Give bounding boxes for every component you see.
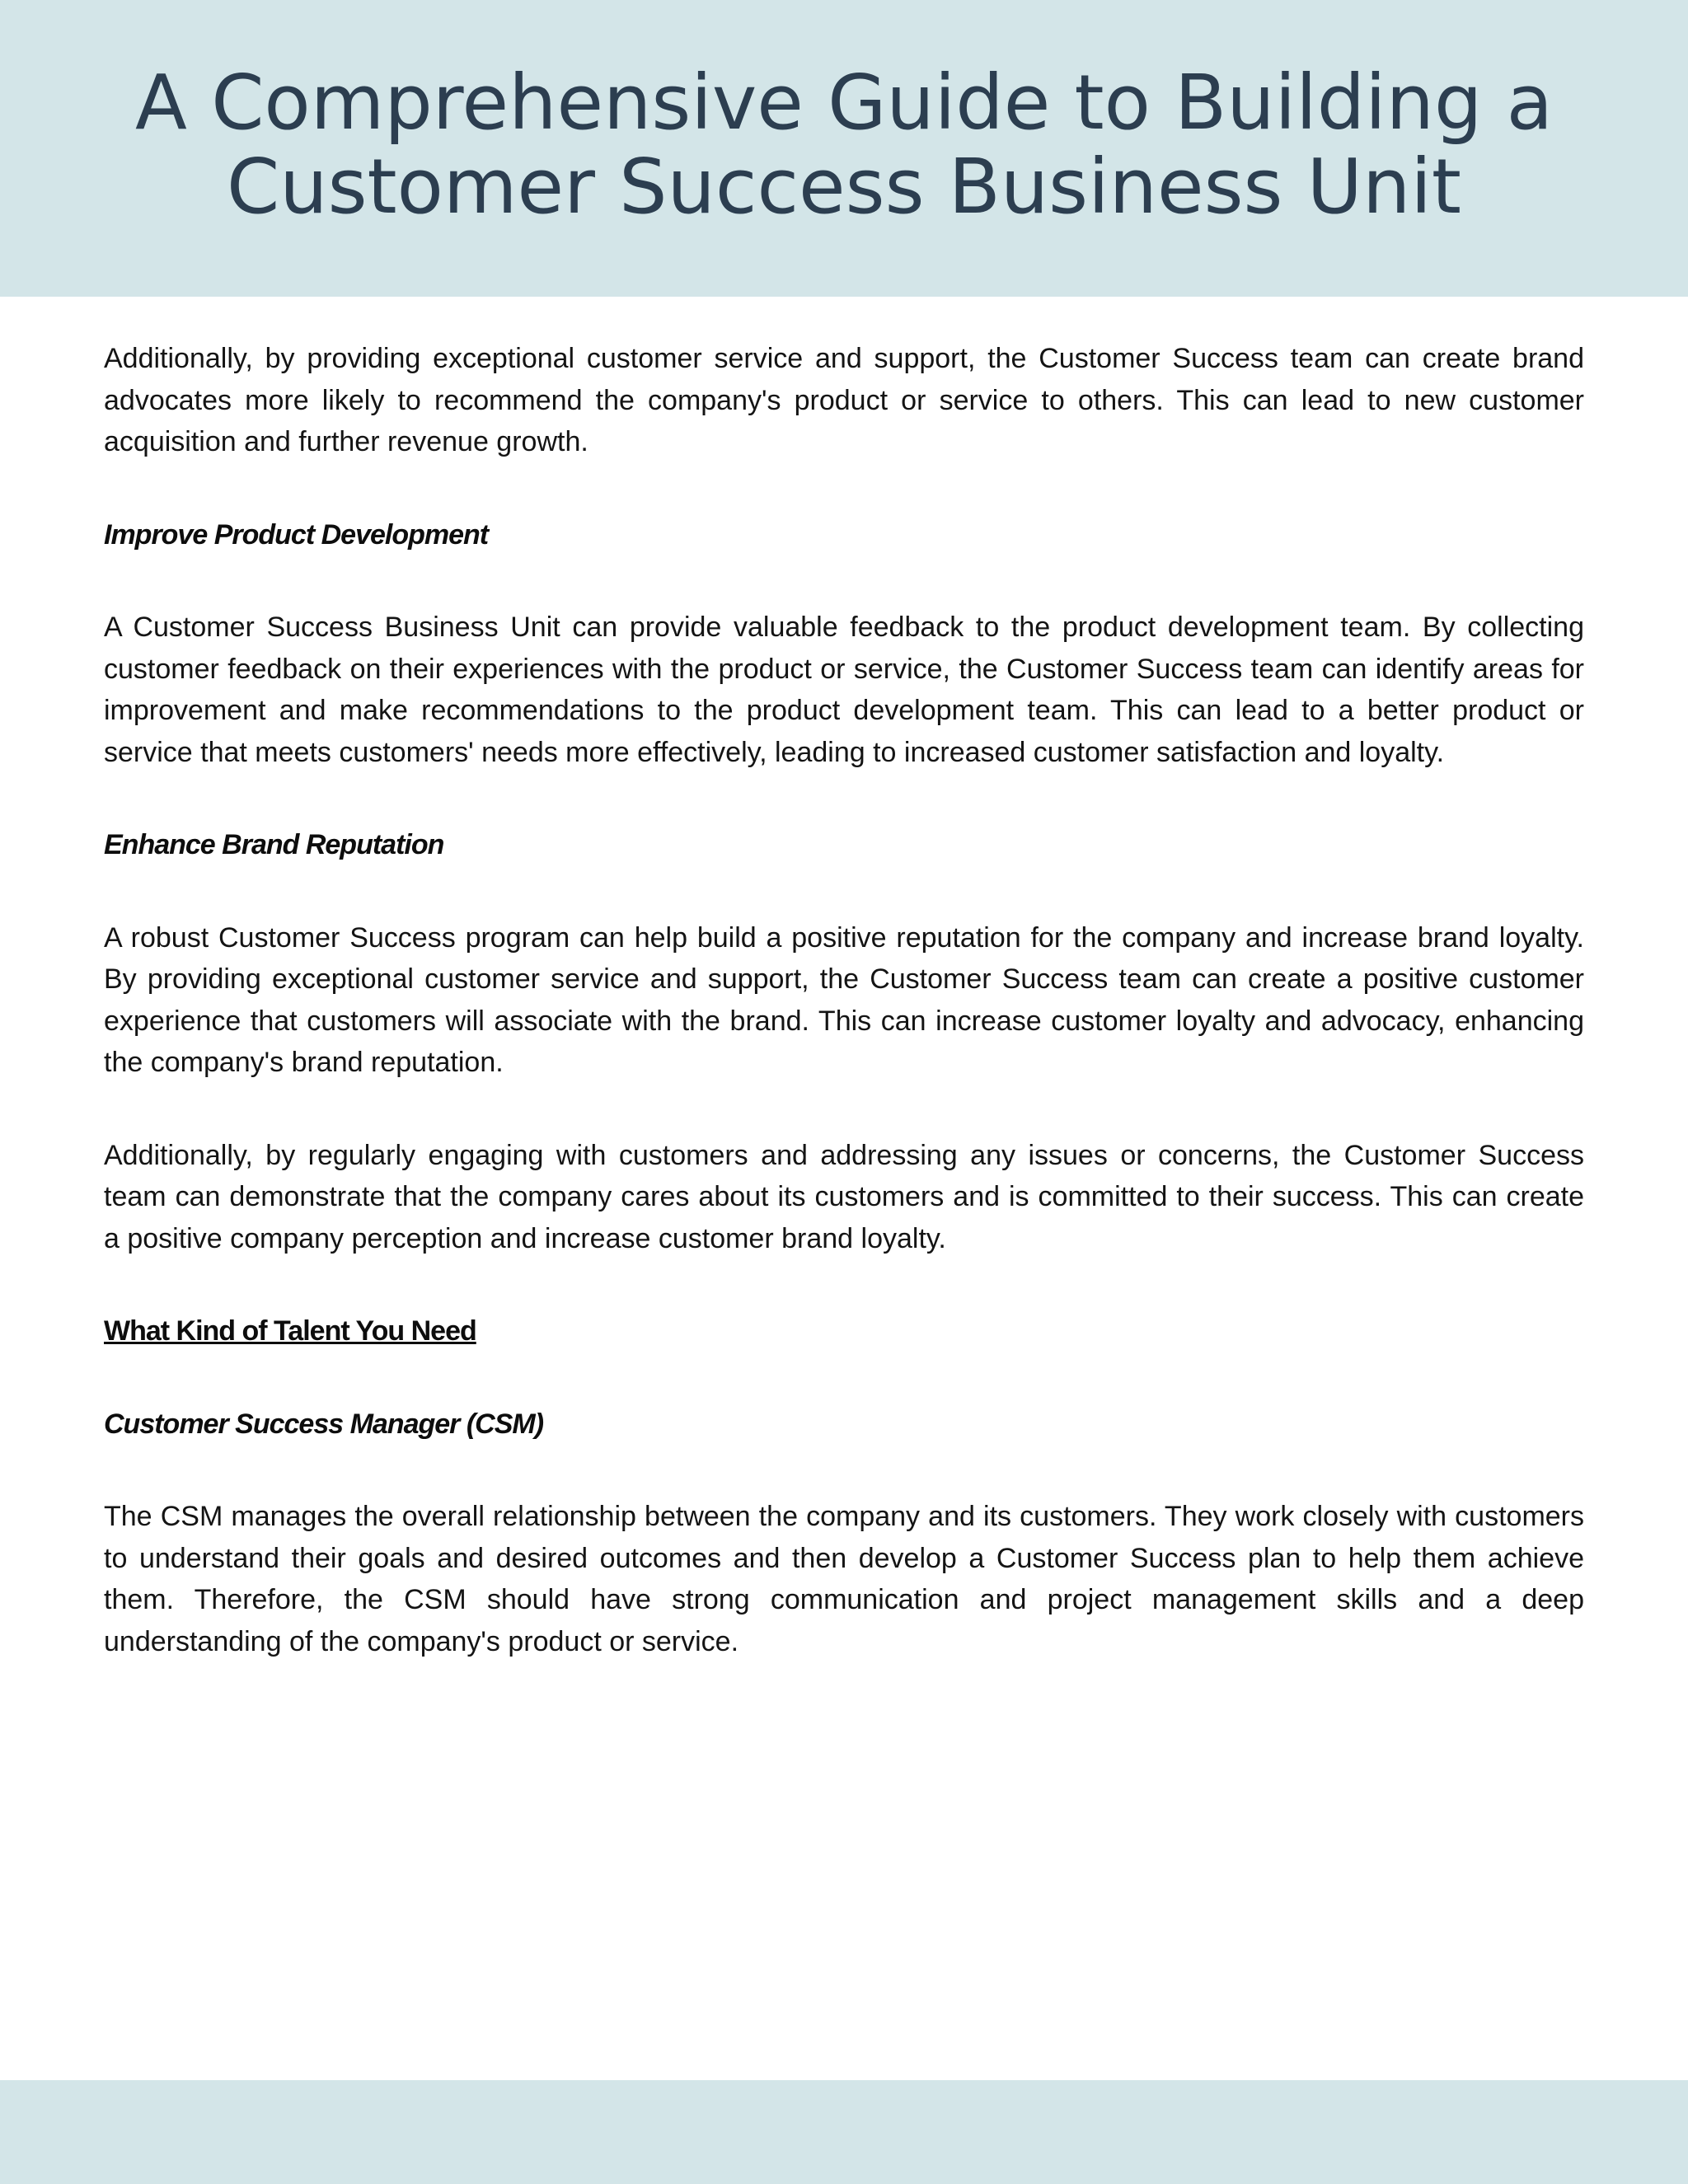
paragraph-product-feedback: A Customer Success Business Unit can provide valuable feedback to the product development team. By collecting customer feedback on their experiences with the product or service, the Customer Success team can identify areas for improvement and make recommendations to the product development team. This can lead to a better product or service that meets customers' needs more effectively, leading to increased customer satisfaction and loyalty. — [104, 612, 1584, 768]
paragraph-brand-loyalty: A robust Customer Success program can help build a positive reputation for the company and increase brand loyalty. By providing exceptional customer service and support, the Customer Success team can create a positive customer experience that customers will associate with the brand. This can increase customer loyalty and advocacy, enhancing the company's brand reputation. — [104, 921, 1584, 1078]
subheading-enhance-brand-reputation: Enhance Brand Reputation — [104, 829, 444, 860]
footer-band — [0, 2080, 1688, 2184]
header-band — [0, 0, 1688, 297]
paragraph-csm-role: The CSM manages the overall relationship between the company and its customers. They work closely with customers to understand their goals and desired outcomes and then develop a Customer Success plan to help them achieve them. Therefore, the CSM should have strong communication and project management skills and a deep understanding of the company's product or service. — [104, 1501, 1584, 1657]
paragraph-brand-advocates: Additionally, by providing exceptional customer service and support, the Customer Success team can create brand advocates more likely to recommend the company's product or service to others. This can lead to new customer acquisition and further revenue growth. — [104, 343, 1584, 457]
document-title-line-2: Customer Success Business Unit — [227, 143, 1461, 231]
subheading-improve-product-development: Improve Product Development — [104, 518, 489, 551]
section-heading-talent: What Kind of Talent You Need — [104, 1315, 476, 1347]
paragraph-customer-engagement: Additionally, by regularly engaging with customers and addressing any issues or concerns, the Customer Success team can demonstrate that the company cares about its customers and is committed to their success. This can create a positive company perception and increase customer brand loyalty. — [104, 1139, 1584, 1254]
subheading-csm: Customer Success Manager (CSM) — [104, 1408, 544, 1440]
document-title — [99, 61, 1589, 229]
document-title-line-1: A Comprehensive Guide to Building a — [135, 59, 1553, 147]
document-body — [104, 338, 1584, 1713]
